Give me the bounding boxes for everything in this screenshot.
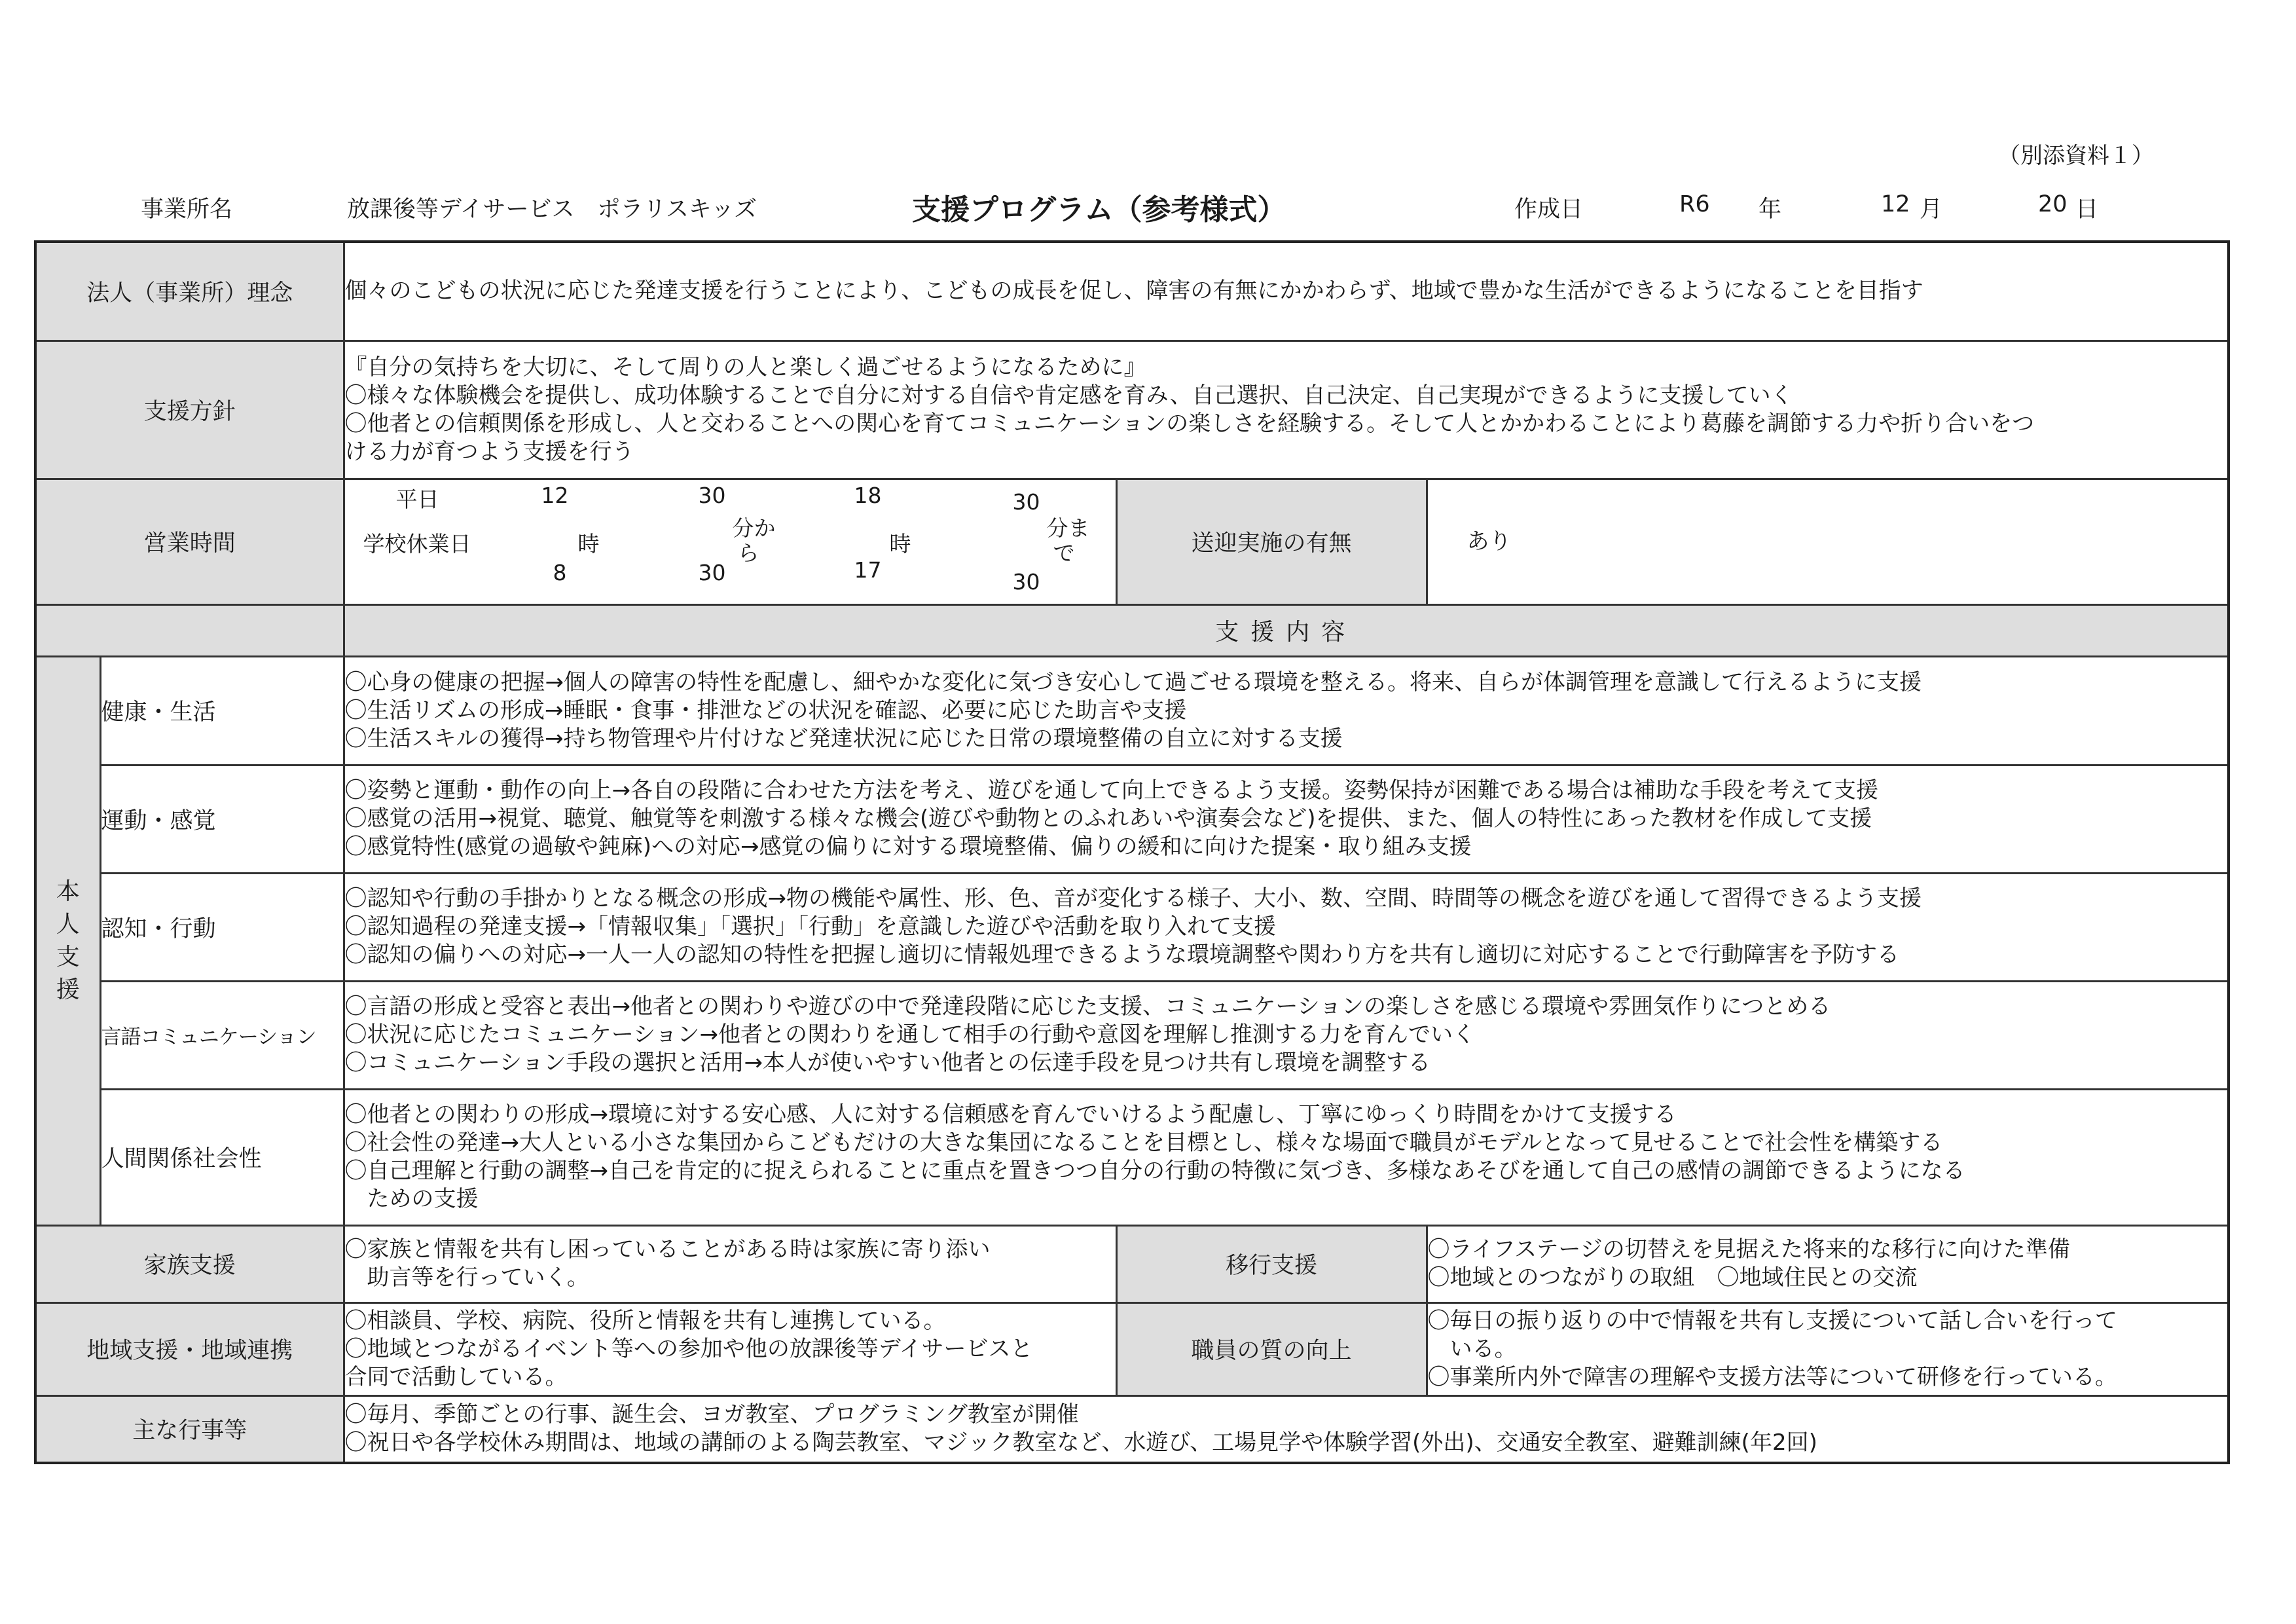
transition-support-line: 〇地域とのつながりの取組 〇地域住民との交流 (1427, 1264, 1918, 1291)
staff-quality-line: 〇毎日の振り返りの中で情報を共有し支援について話し合いを行って (1427, 1307, 2117, 1334)
community-support-line: 〇地域とつながるイベント等への参加や他の放課後等デイサービスと (344, 1335, 1033, 1362)
weekday-start-hour: 12 (541, 482, 569, 508)
personal-support-label-char: 本 (56, 877, 80, 905)
language-communication-line: 〇言語の形成と受容と表出→他者との関わりや遊びの中で発達段階に応じた支援、コミュニケーションの楽しさを感じる環境や雰囲気作りにつとめる (344, 993, 1831, 1020)
personal-support-row (35, 656, 2229, 765)
hours-label: 営業時間 (35, 479, 344, 604)
cognition-behavior-line: 〇認知過程の発達支援→「情報収集」「選択」「行動」を意識した遊びや活動を取り入れて支援 (344, 913, 1277, 940)
band-spacer (35, 604, 344, 656)
page-title: 支援プログラム（参考様式） (912, 193, 1286, 227)
hours-content (344, 479, 1116, 604)
support-content-header: 支援内容 (344, 604, 2229, 656)
policy-line: 〇様々な体験機会を提供し、成功体験することで自分に対する自信や肯定感を育み、自己選択、自己決定、自己実現ができるように支援していく (344, 382, 1793, 409)
transport-content (1427, 479, 2229, 604)
cognition-behavior-line: 〇認知や行動の手掛かりとなる概念の形成→物の機能や属性、形、色、音が変化する様子、大小、数、空間、時間等の概念を遊びを通して習得できるよう支援 (344, 885, 1922, 912)
until-unit-tail: で (1053, 540, 1075, 566)
holiday-start-minute: 30 (698, 559, 726, 585)
office-label: 事業所名 (141, 196, 233, 223)
motor-sensory-label: 運動・感覚 (100, 765, 344, 873)
day-unit: 日 (2075, 196, 2099, 223)
policy-content (344, 341, 2229, 479)
annex-label: （別添資料１） (1998, 143, 2154, 169)
family-support-line: 助言等を行っていく。 (367, 1264, 589, 1291)
motor-sensory-line: 〇感覚特性(感覚の過敏や鈍麻)への対応→感覚の偏りに対する環境整備、偏りの緩和に向けた提案・取り組み支援 (344, 834, 1472, 860)
health-life-line: 〇心身の健康の把握→個人の障害の特性を配慮し、細やかな変化に気づき安心して過ごせる環境を整える。将来、自らが体調管理を意識して行えるように支援 (344, 669, 1922, 695)
motor-sensory-line: 〇感覚の活用→視覚、聴覚、触覚等を刺激する様々な機会(遊びや動物とのふれあいや演奏会など)を提供、また、個人の特性にあった教材を作成して支援 (344, 805, 1872, 832)
personal-support-label-char: 支 (56, 943, 80, 970)
policy-row (35, 341, 2229, 479)
family-support-label: 家族支援 (35, 1225, 344, 1302)
language-communication-content (344, 981, 2229, 1089)
personal-support-row (35, 765, 2229, 873)
weekday-start-minute: 30 (698, 482, 726, 508)
community-staff-row (35, 1302, 2229, 1395)
language-communication-line: 〇状況に応じたコミュニケーション→他者との関わりを通して相手の行動や意図を理解し推測する力を育んでいく (344, 1022, 1475, 1048)
community-support-line: 合同で活動している。 (344, 1363, 568, 1390)
cognition-behavior-content (344, 873, 2229, 981)
transition-support-label: 移行支援 (1116, 1225, 1427, 1302)
health-life-content (344, 656, 2229, 765)
from-unit: 分か (732, 515, 776, 541)
weekday-end-hour: 18 (854, 482, 882, 508)
philosophy-content (344, 242, 2229, 341)
created-era-year: R6 (1679, 191, 1710, 217)
social-relations-content (344, 1089, 2229, 1225)
support-content-band-row (35, 604, 2229, 656)
from-unit-tail: ら (737, 540, 759, 566)
office-name: 放課後等デイサービス ポラリスキッズ (347, 196, 757, 223)
family-support-content (344, 1225, 1116, 1302)
personal-support-label-char: 人 (56, 910, 80, 938)
staff-quality-label: 職員の質の向上 (1116, 1302, 1427, 1395)
policy-line: 〇他者との信頼関係を形成し、人と交わることへの関心を育てコミュニケーションの楽しさを経験する。そして人とかかわることにより葛藤を調節する力や折り合いをつ (344, 410, 2035, 437)
philosophy-text: 個々のこどもの状況に応じた発達支援を行うことにより、こどもの成長を促し、障害の有無にかかわらず、地域で豊かな生活ができるようになることを目指す (344, 278, 1923, 304)
holiday-start-hour: 8 (553, 559, 567, 585)
health-life-label: 健康・生活 (100, 656, 344, 765)
policy-line: 『自分の気持ちを大切に、そして周りの人と楽しく過ごせるようになるために』 (344, 354, 1146, 380)
transport-label: 送迎実施の有無 (1116, 479, 1427, 604)
health-life-line: 〇生活スキルの獲得→持ち物管理や片付けなど発達状況に応じた日常の環境整備の自立に対する支援 (344, 725, 1343, 752)
month-unit: 月 (1920, 196, 1943, 223)
staff-quality-line: 〇事業所内外で障害の理解や支援方法等について研修を行っている。 (1427, 1363, 2117, 1390)
created-day: 20 (2038, 191, 2068, 217)
year-unit: 年 (1758, 196, 1782, 223)
events-line: 〇祝日や各学校休み期間は、地域の講師のよる陶芸教室、マジック教室など、水遊び、工場見学や体験学習(外出)、交通安全教室、避難訓練(年2回) (344, 1430, 1817, 1456)
weekday-label: 平日 (395, 486, 439, 512)
holiday-label: 学校休業日 (363, 530, 471, 557)
social-relations-label: 人間関係社会性 (100, 1089, 344, 1225)
events-line: 〇毎月、季節ごとの行事、誕生会、ヨガ教室、プログラミング教室が開催 (344, 1401, 1079, 1428)
personal-support-row (35, 1089, 2229, 1225)
hour-unit-start: 時 (577, 530, 600, 557)
until-unit: 分ま (1046, 515, 1090, 541)
holiday-end-minute: 30 (1012, 568, 1040, 595)
philosophy-label: 法人（事業所）理念 (35, 242, 344, 341)
staff-quality-content (1427, 1302, 2229, 1395)
policy-label: 支援方針 (35, 341, 344, 479)
transport-value: あり (1467, 528, 1512, 555)
staff-quality-line: いる。 (1449, 1335, 1517, 1362)
events-content (344, 1395, 2229, 1463)
transition-support-content (1427, 1225, 2229, 1302)
community-support-line: 〇相談員、学校、病院、役所と情報を共有し連携している。 (344, 1307, 946, 1334)
health-life-line: 〇生活リズムの形成→睡眠・食事・排泄などの状況を確認、必要に応じた助言や支援 (344, 697, 1187, 724)
events-row (35, 1395, 2229, 1463)
community-support-label: 地域支援・地域連携 (35, 1302, 344, 1395)
hour-unit-end: 時 (889, 530, 911, 557)
personal-support-label (35, 656, 100, 1225)
motor-sensory-line: 〇姿勢と運動・動作の向上→各自の段階に合わせた方法を考え、遊びを通して向上できるよう支援。姿勢保持が困難である場合は補助な手段を考えて支援 (344, 777, 1879, 803)
language-communication-line: 〇コミュニケーション手段の選択と活用→本人が使いやすい他者との伝達手段を見つけ共有し環境を調整する (344, 1050, 1430, 1076)
holiday-end-hour: 17 (854, 557, 882, 583)
social-relations-line: ための支援 (367, 1186, 479, 1212)
weekday-end-minute: 30 (1012, 489, 1040, 515)
created-month: 12 (1881, 191, 1910, 217)
hours-row (35, 479, 2229, 604)
transition-support-line: 〇ライフステージの切替えを見据えた将来的な移行に向けた準備 (1427, 1236, 2070, 1263)
motor-sensory-content (344, 765, 2229, 873)
language-communication-label: 言語コミュニケーション (100, 981, 344, 1089)
cognition-behavior-line: 〇認知の偏りへの対応→一人一人の認知の特性を把握し適切に情報処理できるような環境調整や関わり方を共有し適切に対応することで行動障害を予防する (344, 942, 1899, 968)
personal-support-row (35, 873, 2229, 981)
family-transition-row (35, 1225, 2229, 1302)
created-label: 作成日 (1514, 196, 1584, 223)
personal-support-label-char: 援 (56, 976, 80, 1003)
personal-support-row (35, 981, 2229, 1089)
social-relations-line: 〇自己理解と行動の調整→自己を肯定的に捉えられることに重点を置きつつ自分の行動の特徴に気づき、多様なあそびを通して自己の感情の調節できるようになる (344, 1158, 1965, 1184)
support-program-table (34, 240, 2230, 1464)
family-support-line: 〇家族と情報を共有し困っていることがある時は家族に寄り添い (344, 1236, 991, 1263)
social-relations-line: 〇他者との関わりの形成→環境に対する安心感、人に対する信頼感を育んでいけるよう配慮し、丁寧にゆっくり時間をかけて支援する (344, 1101, 1677, 1128)
cognition-behavior-label: 認知・行動 (100, 873, 344, 981)
events-label: 主な行事等 (35, 1395, 344, 1463)
policy-line: ける力が育つよう支援を行う (344, 438, 634, 465)
philosophy-row (35, 242, 2229, 341)
social-relations-line: 〇社会性の発達→大人といる小さな集団からこどもだけの大きな集団になることを目標とし、様々な場面で職員がモデルとなって見せることで社会性を構築する (344, 1130, 1943, 1156)
community-support-content (344, 1302, 1116, 1395)
